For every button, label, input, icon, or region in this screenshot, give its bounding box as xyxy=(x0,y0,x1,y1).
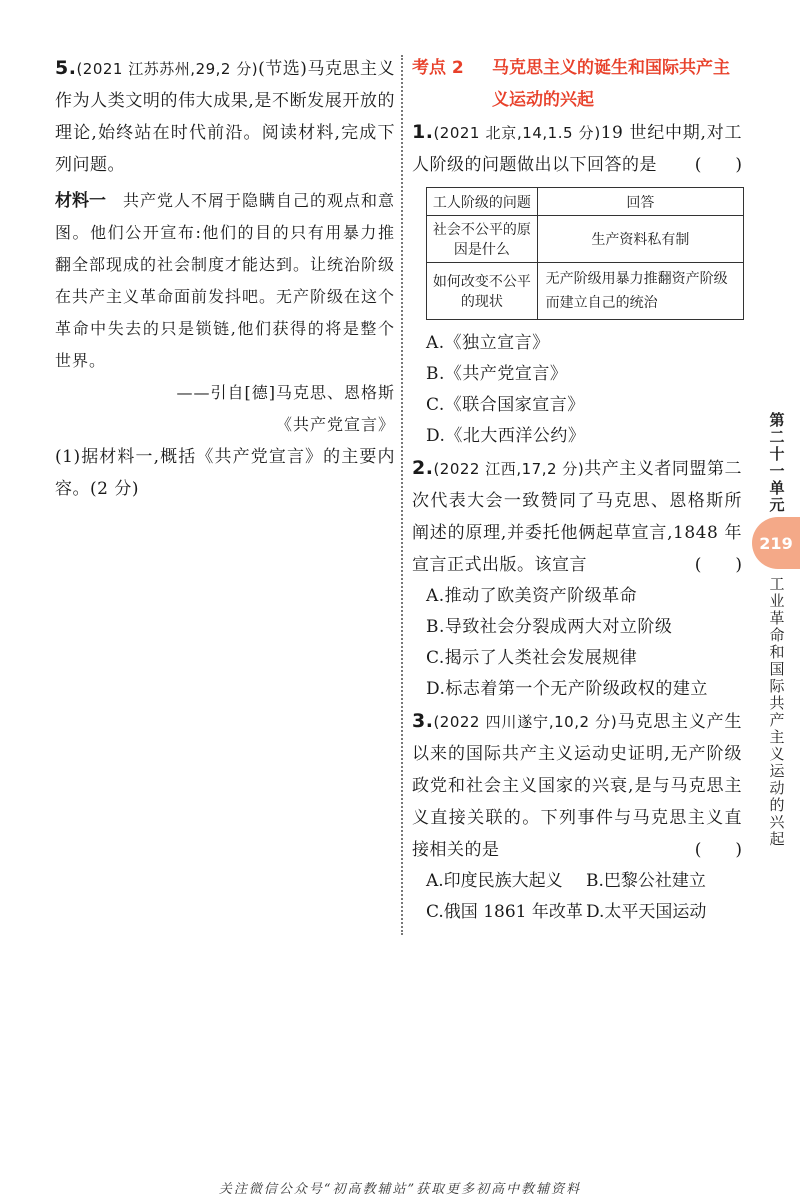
chapter-title: 工业革命和国际共产主义运动的兴起 xyxy=(769,575,785,848)
question-table xyxy=(426,187,744,320)
option-c[interactable]: C.《联合国家宣言》 xyxy=(426,395,585,415)
unit-label: 第二十一单元 xyxy=(769,411,785,514)
option-c[interactable]: C.揭示了人类社会发展规律 xyxy=(426,648,638,668)
option-b[interactable]: B.导致社会分裂成两大对立阶级 xyxy=(426,617,673,637)
left-column xyxy=(55,52,395,505)
option-row xyxy=(412,866,742,897)
question-number: 2. xyxy=(412,457,434,479)
option-b[interactable]: B.巴黎公社建立 xyxy=(586,871,706,891)
column-divider xyxy=(401,55,403,935)
question-source: (2021 江苏苏州,29,2 分) xyxy=(76,60,259,78)
table-row xyxy=(427,216,744,263)
question-number: 1. xyxy=(412,121,434,143)
table-row xyxy=(427,263,744,320)
table-cell: 生产资料私有制 xyxy=(537,216,743,263)
table-header: 回答 xyxy=(537,188,743,216)
page-number: 219 xyxy=(759,533,793,553)
material-one xyxy=(55,185,395,377)
answer-blank[interactable]: ( ) xyxy=(694,155,742,175)
table-cell: 社会不公平的原因是什么 xyxy=(427,216,538,263)
table-header-row xyxy=(427,188,744,216)
sub-question-1: (1)据材料一,概括《共产党宣言》的主要内容。(2 分) xyxy=(55,447,395,499)
option-a[interactable]: A.《独立宣言》 xyxy=(426,333,550,353)
option-c[interactable]: C.俄国 1861 年改革 xyxy=(426,902,583,922)
citation-author: ——引自[德]马克思、恩格斯 xyxy=(176,383,395,402)
topic-tag: 考点 2 xyxy=(412,58,464,78)
footer-watermark: 关注微信公众号“初高教辅站”获取更多初高中教辅资料 xyxy=(218,1182,582,1197)
question-source: (2021 北京,14,1.5 分) xyxy=(433,124,601,142)
answer-blank[interactable]: ( ) xyxy=(694,555,742,575)
option-b[interactable]: B.《共产党宣言》 xyxy=(426,364,568,384)
question-stem: 马克思主义产生以来的国际共产主义运动史证明,无产阶级政党和社会主义国家的兴衰,是与马克思主义直接关联的。下列事件与马克思主义直接相关的是 xyxy=(412,712,742,860)
question-1 xyxy=(412,116,742,181)
option-d[interactable]: D.《北大西洋公约》 xyxy=(426,426,586,446)
page-number-tab xyxy=(752,517,800,569)
material-label: 材料一 xyxy=(55,191,106,211)
right-column xyxy=(412,52,742,928)
option-a[interactable]: A.推动了欧美资产阶级革命 xyxy=(426,586,638,606)
material-text: 共产党人不屑于隐瞒自己的观点和意图。他们公开宣布:他们的目的只有用暴力推翻全部现成的社会制度才能达到。让统治阶级在共产主义革命面前发抖吧。无产阶级在这个革命中失去的只是锁链,他们获得的将是整个世界。 xyxy=(55,191,396,370)
topic-title: 马克思主义的诞生和国际共产主义运动的兴起 xyxy=(492,58,730,110)
table-cell: 如何改变不公平的现状 xyxy=(427,263,538,320)
question-source: (2022 四川遂宁,10,2 分) xyxy=(433,713,618,731)
option-a[interactable]: A.印度民族大起义 xyxy=(426,871,563,891)
question-stem: 19 世纪中期,对工人阶级的问题做出以下回答的是 xyxy=(412,123,742,175)
option-d[interactable]: D.标志着第一个无产阶级政权的建立 xyxy=(426,679,708,699)
question-stem: 共产主义者同盟第二次代表大会一致赞同了马克思、恩格斯所阐述的原理,并委托他俩起草宣言,1848 年宣言正式出版。该宣言 xyxy=(412,459,742,575)
table-header: 工人阶级的问题 xyxy=(427,188,538,216)
question-source: (2022 江西,17,2 分) xyxy=(433,460,585,478)
option-d[interactable]: D.太平天国运动 xyxy=(586,902,707,922)
question-3 xyxy=(412,705,742,866)
citation-title: 《共产党宣言》 xyxy=(275,415,395,434)
question-number: 3. xyxy=(412,710,434,732)
question-5 xyxy=(55,52,395,181)
question-number: 5. xyxy=(55,57,77,79)
question-stem: (节选)马克思主义作为人类文明的伟大成果,是不断发展开放的理论,始终站在时代前沿。阅读材料,完成下列问题。 xyxy=(55,59,395,175)
table-cell: 无产阶级用暴力推翻资产阶级而建立自己的统治 xyxy=(537,263,743,320)
option-row xyxy=(412,897,742,928)
question-2 xyxy=(412,452,742,581)
answer-blank[interactable]: ( ) xyxy=(694,840,742,860)
topic-heading xyxy=(412,52,742,116)
